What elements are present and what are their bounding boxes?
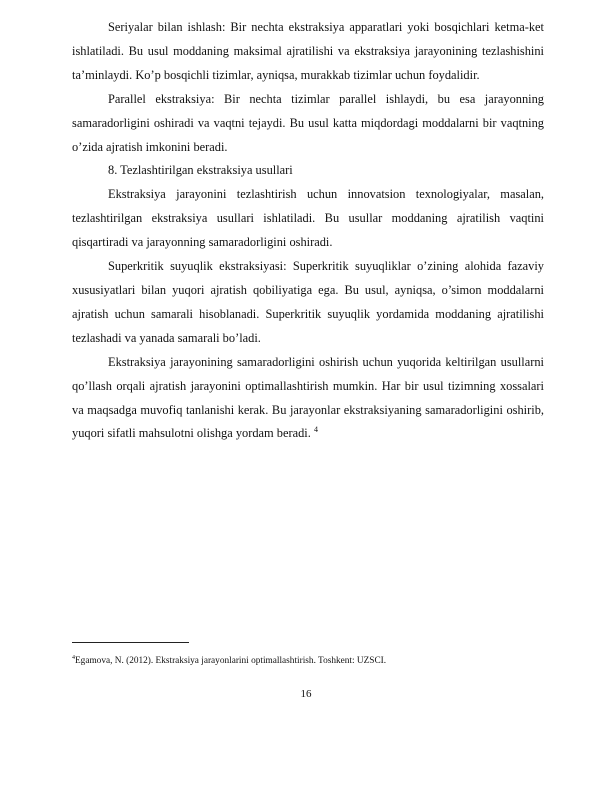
paragraph-parallel-extraction: Parallel ekstraksiya: Bir nechta tizimlar parallel ishlaydi, bu esa jarayonning samaradorligini oshiradi va vaqtni tejaydi. Bu usul katta miqdordagi moddalarni bir vaqtning o’zida ajratish imkonini beradi. bbox=[72, 91, 544, 154]
paragraph-serial-extraction: Seriyalar bilan ishlash: Bir nechta ekstraksiya apparatlari yoki bosqichlari ketma-ket ishlatiladi. Bu usul moddaning maksimal ajratilishi va ekstraksiya jarayonining tezlashishini ta’minlaydi. Ko’p bosqichli tizimlar, ayniqsa, murakkab tizimlar uchun foydalidir. bbox=[72, 20, 544, 82]
paragraph-conclusion-text: Ekstraksiya jarayonining samaradorligini oshirish uchun yuqorida keltirilgan usullarni qo’llash orqali ajratish jarayonini optimallashtirish mumkin. Har bir usul tizimning xossalari va maqsadga muvofiq tanlanishi kerak. Bu jarayonlar ekstraksiyaning samaradorligini oshirib, yuqori sifatli mahsulotni olishga yordam beradi. bbox=[72, 354, 544, 441]
footnote-text: Egamova, N. (2012). Ekstraksiya jarayonlarini optimallashtirish. Toshkent: UZSCI. bbox=[75, 656, 387, 666]
footnote-reference[interactable]: 4 bbox=[313, 425, 318, 435]
footnote-separator bbox=[72, 642, 189, 643]
document-body bbox=[72, 16, 544, 446]
section-heading-accelerated-extraction: 8. Tezlashtirilgan ekstraksiya usullari bbox=[108, 163, 293, 178]
paragraph-conclusion bbox=[72, 351, 544, 447]
paragraph-accelerated-extraction: Ekstraksiya jarayonini tezlashtirish uchun innovatsion texnologiyalar, masalan, tezlashtirilgan ekstraksiya usullari ishlatiladi. Bu usullar moddaning ajratilish vaqtini qisqartiradi va jarayonning samaradorligini oshiradi. bbox=[72, 187, 544, 250]
footnote-marker: 4 bbox=[72, 654, 75, 661]
footnote bbox=[72, 655, 544, 667]
page-number: 16 bbox=[300, 688, 312, 700]
paragraph-supercritical-extraction: Superkritik suyuqlik ekstraksiyasi: Superkritik suyuqliklar o’zining alohida fazaviy xususiyatlari bilan yuqori ajratish qobiliyatiga ega. Bu usul, ayniqsa, o’simon moddalarni ajratish uchun samarali hisoblanadi. Superkritik suyuqlik yordamida moddaning ajratilishi tezlashadi va yanada samarali bo’ladi. bbox=[72, 259, 544, 345]
